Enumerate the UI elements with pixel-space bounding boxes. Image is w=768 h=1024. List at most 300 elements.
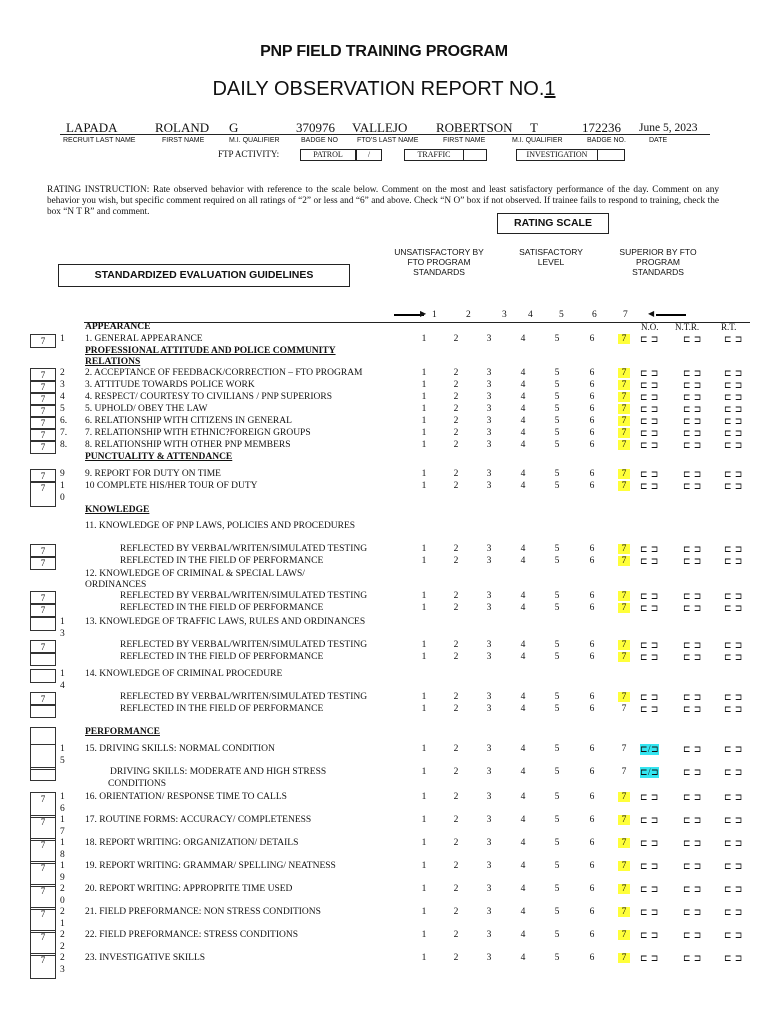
rating-option-7[interactable]: 7 [618, 556, 630, 566]
ftp-patrol-check[interactable]: / [356, 149, 382, 161]
rating-option-3[interactable]: 3 [486, 380, 492, 390]
rating-option-7[interactable]: 7 [618, 440, 630, 450]
rating-option-2[interactable]: 2 [453, 907, 459, 917]
rating-option-2[interactable]: 2 [453, 930, 459, 940]
rating-option-7[interactable]: 7 [618, 792, 630, 802]
rating-option-6[interactable]: 6 [589, 334, 595, 344]
rating-option-5[interactable]: 5 [554, 704, 560, 714]
ntr-checkbox[interactable]: ⊏ ⊐ [683, 930, 702, 940]
rt-checkbox[interactable]: ⊏ ⊐ [724, 792, 743, 802]
rt-checkbox[interactable]: ⊏ ⊐ [724, 652, 743, 662]
rt-checkbox[interactable]: ⊏ ⊐ [724, 907, 743, 917]
score-box[interactable]: 7 [30, 838, 56, 864]
score-box[interactable]: 7 [30, 380, 56, 394]
rt-checkbox[interactable]: ⊏ ⊐ [724, 744, 743, 754]
score-box[interactable]: 7 [30, 428, 56, 442]
score-box[interactable]: 7 [30, 404, 56, 418]
rating-option-2[interactable]: 2 [453, 481, 459, 491]
rating-option-4[interactable]: 4 [520, 544, 526, 554]
no-checkbox[interactable]: ⊏ ⊐ [640, 481, 659, 491]
rating-option-3[interactable]: 3 [486, 603, 492, 613]
rating-option-3[interactable]: 3 [486, 440, 492, 450]
rating-option-5[interactable]: 5 [554, 907, 560, 917]
fto-mi[interactable]: T [530, 120, 538, 135]
rating-option-5[interactable]: 5 [554, 815, 560, 825]
rating-option-3[interactable]: 3 [486, 838, 492, 848]
score-box[interactable] [30, 652, 56, 666]
fto-last-name[interactable]: VALLEJO [352, 120, 408, 135]
rating-option-2[interactable]: 2 [453, 440, 459, 450]
rating-option-7[interactable]: 7 [618, 404, 630, 414]
rating-option-1[interactable]: 1 [421, 884, 427, 894]
rating-option-1[interactable]: 1 [421, 544, 427, 554]
rating-option-2[interactable]: 2 [453, 815, 459, 825]
rating-option-4[interactable]: 4 [520, 404, 526, 414]
rating-option-4[interactable]: 4 [520, 792, 526, 802]
rating-option-6[interactable]: 6 [589, 930, 595, 940]
rating-option-1[interactable]: 1 [421, 930, 427, 940]
score-box[interactable]: 7 [30, 591, 56, 605]
rating-option-2[interactable]: 2 [453, 416, 459, 426]
rt-checkbox[interactable]: ⊏ ⊐ [724, 380, 743, 390]
rating-option-1[interactable]: 1 [421, 591, 427, 601]
rt-checkbox[interactable]: ⊏ ⊐ [724, 392, 743, 402]
ntr-checkbox[interactable]: ⊏ ⊐ [683, 838, 702, 848]
ntr-checkbox[interactable]: ⊏ ⊐ [683, 953, 702, 963]
rating-option-4[interactable]: 4 [520, 428, 526, 438]
rating-option-2[interactable]: 2 [453, 544, 459, 554]
rating-option-4[interactable]: 4 [520, 838, 526, 848]
rating-option-7[interactable]: 7 [618, 544, 630, 554]
rating-option-4[interactable]: 4 [520, 953, 526, 963]
no-checkbox[interactable]: ⊏ ⊐ [640, 334, 659, 344]
rating-option-7[interactable]: 7 [618, 469, 630, 479]
no-checkbox[interactable]: ⊏ ⊐ [640, 815, 659, 825]
rating-option-1[interactable]: 1 [421, 640, 427, 650]
no-checkbox[interactable]: ⊏ ⊐ [640, 930, 659, 940]
rating-option-4[interactable]: 4 [520, 907, 526, 917]
score-box[interactable]: 7 [30, 861, 56, 887]
rating-option-3[interactable]: 3 [486, 930, 492, 940]
recruit-last-name[interactable]: LAPADA [66, 120, 118, 135]
rating-option-6[interactable]: 6 [589, 861, 595, 871]
rating-option-3[interactable]: 3 [486, 652, 492, 662]
score-box[interactable]: 7 [30, 368, 56, 382]
no-checkbox[interactable]: ⊏ ⊐ [640, 591, 659, 601]
rating-option-4[interactable]: 4 [520, 640, 526, 650]
rating-option-6[interactable]: 6 [589, 481, 595, 491]
rating-option-3[interactable]: 3 [486, 744, 492, 754]
no-checkbox[interactable]: ⊏ ⊐ [640, 603, 659, 613]
score-box[interactable]: 7 [30, 692, 56, 706]
ntr-checkbox[interactable]: ⊏ ⊐ [683, 603, 702, 613]
rating-option-2[interactable]: 2 [453, 953, 459, 963]
rating-option-7[interactable]: 7 [621, 704, 627, 714]
rating-option-1[interactable]: 1 [421, 481, 427, 491]
rating-option-5[interactable]: 5 [554, 884, 560, 894]
rating-option-4[interactable]: 4 [520, 556, 526, 566]
knowledge-13-box[interactable] [30, 617, 56, 631]
rating-option-5[interactable]: 5 [554, 544, 560, 554]
rating-option-2[interactable]: 2 [453, 334, 459, 344]
ntr-checkbox[interactable]: ⊏ ⊐ [683, 481, 702, 491]
no-checkbox[interactable]: ⊏ ⊐ [640, 544, 659, 554]
score-box[interactable]: 7 [30, 603, 56, 617]
rating-option-5[interactable]: 5 [554, 744, 560, 754]
rt-checkbox[interactable]: ⊏ ⊐ [724, 767, 743, 777]
ntr-checkbox[interactable]: ⊏ ⊐ [683, 392, 702, 402]
rating-option-3[interactable]: 3 [486, 481, 492, 491]
rt-checkbox[interactable]: ⊏ ⊐ [724, 416, 743, 426]
score-box[interactable]: 7 [30, 640, 56, 654]
rt-checkbox[interactable]: ⊏ ⊐ [724, 481, 743, 491]
rating-option-5[interactable]: 5 [554, 380, 560, 390]
rating-option-6[interactable]: 6 [589, 767, 595, 777]
rating-option-2[interactable]: 2 [453, 380, 459, 390]
ntr-checkbox[interactable]: ⊏ ⊐ [683, 640, 702, 650]
rating-option-7[interactable]: 7 [618, 815, 630, 825]
ntr-checkbox[interactable]: ⊏ ⊐ [683, 861, 702, 871]
rating-option-2[interactable]: 2 [453, 368, 459, 378]
score-box[interactable]: 7 [30, 907, 56, 933]
rating-option-6[interactable]: 6 [589, 428, 595, 438]
no-checkbox[interactable]: ⊏/⊐ [640, 744, 660, 754]
rating-option-7[interactable]: 7 [621, 744, 627, 754]
no-checkbox[interactable]: ⊏ ⊐ [640, 953, 659, 963]
rt-checkbox[interactable]: ⊏ ⊐ [724, 640, 743, 650]
ntr-checkbox[interactable]: ⊏ ⊐ [683, 792, 702, 802]
no-checkbox[interactable]: ⊏ ⊐ [640, 704, 659, 714]
no-checkbox[interactable]: ⊏ ⊐ [640, 556, 659, 566]
rt-checkbox[interactable]: ⊏ ⊐ [724, 591, 743, 601]
rating-option-6[interactable]: 6 [589, 440, 595, 450]
recruit-first-name[interactable]: ROLAND [155, 120, 210, 135]
rating-option-7[interactable]: 7 [618, 416, 630, 426]
rating-option-3[interactable]: 3 [486, 416, 492, 426]
score-box[interactable] [30, 704, 56, 718]
rt-checkbox[interactable]: ⊏ ⊐ [724, 953, 743, 963]
rating-option-5[interactable]: 5 [554, 767, 560, 777]
rating-option-6[interactable]: 6 [589, 368, 595, 378]
rating-option-7[interactable]: 7 [618, 334, 630, 344]
no-checkbox[interactable]: ⊏ ⊐ [640, 440, 659, 450]
rating-option-6[interactable]: 6 [589, 652, 595, 662]
rating-option-4[interactable]: 4 [520, 704, 526, 714]
rating-option-4[interactable]: 4 [520, 416, 526, 426]
rating-option-5[interactable]: 5 [554, 368, 560, 378]
rating-option-7[interactable]: 7 [618, 481, 630, 491]
rating-option-1[interactable]: 1 [421, 469, 427, 479]
no-checkbox[interactable]: ⊏ ⊐ [640, 838, 659, 848]
rating-option-7[interactable]: 7 [618, 591, 630, 601]
rating-option-6[interactable]: 6 [589, 591, 595, 601]
no-checkbox[interactable]: ⊏ ⊐ [640, 907, 659, 917]
rating-option-6[interactable]: 6 [589, 416, 595, 426]
rating-option-6[interactable]: 6 [589, 744, 595, 754]
rating-option-1[interactable]: 1 [421, 428, 427, 438]
rating-option-2[interactable]: 2 [453, 640, 459, 650]
rating-option-5[interactable]: 5 [554, 469, 560, 479]
rt-checkbox[interactable]: ⊏ ⊐ [724, 930, 743, 940]
rating-option-7[interactable]: 7 [618, 861, 630, 871]
rating-option-6[interactable]: 6 [589, 603, 595, 613]
rating-option-4[interactable]: 4 [520, 440, 526, 450]
rating-option-5[interactable]: 5 [554, 930, 560, 940]
rating-option-6[interactable]: 6 [589, 392, 595, 402]
rating-option-7[interactable]: 7 [618, 428, 630, 438]
rating-option-4[interactable]: 4 [520, 884, 526, 894]
ntr-checkbox[interactable]: ⊏ ⊐ [683, 380, 702, 390]
rt-checkbox[interactable]: ⊏ ⊐ [724, 603, 743, 613]
rating-option-2[interactable]: 2 [453, 591, 459, 601]
ftp-investigation-box[interactable]: INVESTIGATION [516, 149, 598, 161]
rating-option-4[interactable]: 4 [520, 380, 526, 390]
rating-option-5[interactable]: 5 [554, 404, 560, 414]
rating-option-1[interactable]: 1 [421, 953, 427, 963]
rating-option-6[interactable]: 6 [589, 380, 595, 390]
rating-option-6[interactable]: 6 [589, 953, 595, 963]
rating-option-5[interactable]: 5 [554, 640, 560, 650]
rating-option-3[interactable]: 3 [486, 428, 492, 438]
ntr-checkbox[interactable]: ⊏ ⊐ [683, 744, 702, 754]
no-checkbox[interactable]: ⊏ ⊐ [640, 392, 659, 402]
rating-option-4[interactable]: 4 [520, 334, 526, 344]
rating-option-7[interactable]: 7 [618, 692, 630, 702]
no-checkbox[interactable]: ⊏ ⊐ [640, 884, 659, 894]
no-checkbox[interactable]: ⊏ ⊐ [640, 792, 659, 802]
rating-option-1[interactable]: 1 [421, 767, 427, 777]
score-box[interactable]: 7 [30, 334, 56, 348]
ntr-checkbox[interactable]: ⊏ ⊐ [683, 416, 702, 426]
rating-option-2[interactable]: 2 [453, 603, 459, 613]
rating-option-6[interactable]: 6 [589, 692, 595, 702]
rating-option-3[interactable]: 3 [486, 692, 492, 702]
rating-option-1[interactable]: 1 [421, 603, 427, 613]
rt-checkbox[interactable]: ⊏ ⊐ [724, 428, 743, 438]
rt-checkbox[interactable]: ⊏ ⊐ [724, 861, 743, 871]
no-checkbox[interactable]: ⊏ ⊐ [640, 404, 659, 414]
score-box[interactable]: 7 [30, 953, 56, 979]
rating-option-1[interactable]: 1 [421, 907, 427, 917]
rating-option-3[interactable]: 3 [486, 704, 492, 714]
rating-option-7[interactable]: 7 [618, 603, 630, 613]
score-box[interactable]: 7 [30, 556, 56, 570]
no-checkbox[interactable]: ⊏ ⊐ [640, 469, 659, 479]
rating-option-6[interactable]: 6 [589, 815, 595, 825]
no-checkbox[interactable]: ⊏ ⊐ [640, 416, 659, 426]
ntr-checkbox[interactable]: ⊏ ⊐ [683, 428, 702, 438]
rt-checkbox[interactable]: ⊏ ⊐ [724, 556, 743, 566]
rating-option-4[interactable]: 4 [520, 591, 526, 601]
rating-option-6[interactable]: 6 [589, 884, 595, 894]
rating-option-3[interactable]: 3 [486, 861, 492, 871]
rating-option-6[interactable]: 6 [589, 704, 595, 714]
score-box[interactable]: 7 [30, 930, 56, 956]
rating-option-1[interactable]: 1 [421, 838, 427, 848]
rating-option-2[interactable]: 2 [453, 556, 459, 566]
rt-checkbox[interactable]: ⊏ ⊐ [724, 838, 743, 848]
rating-option-3[interactable]: 3 [486, 334, 492, 344]
rt-checkbox[interactable]: ⊏ ⊐ [724, 404, 743, 414]
no-checkbox[interactable]: ⊏ ⊐ [640, 428, 659, 438]
ntr-checkbox[interactable]: ⊏ ⊐ [683, 368, 702, 378]
fto-badge-no[interactable]: 172236 [582, 120, 621, 135]
rt-checkbox[interactable]: ⊏ ⊐ [724, 704, 743, 714]
rt-checkbox[interactable]: ⊏ ⊐ [724, 815, 743, 825]
rt-checkbox[interactable]: ⊏ ⊐ [724, 440, 743, 450]
rating-option-7[interactable]: 7 [618, 368, 630, 378]
knowledge-14-box[interactable] [30, 669, 56, 683]
rating-option-4[interactable]: 4 [520, 652, 526, 662]
rt-checkbox[interactable]: ⊏ ⊐ [724, 544, 743, 554]
score-box[interactable]: 7 [30, 481, 56, 507]
rating-option-2[interactable]: 2 [453, 767, 459, 777]
rating-option-6[interactable]: 6 [589, 404, 595, 414]
rating-option-2[interactable]: 2 [453, 692, 459, 702]
rt-checkbox[interactable]: ⊏ ⊐ [724, 334, 743, 344]
rating-option-1[interactable]: 1 [421, 380, 427, 390]
rating-option-1[interactable]: 1 [421, 392, 427, 402]
no-checkbox[interactable]: ⊏ ⊐ [640, 692, 659, 702]
rating-option-3[interactable]: 3 [486, 640, 492, 650]
ntr-checkbox[interactable]: ⊏ ⊐ [683, 815, 702, 825]
no-checkbox[interactable]: ⊏ ⊐ [640, 380, 659, 390]
rating-option-1[interactable]: 1 [421, 792, 427, 802]
rating-option-1[interactable]: 1 [421, 440, 427, 450]
rating-option-5[interactable]: 5 [554, 556, 560, 566]
ntr-checkbox[interactable]: ⊏ ⊐ [683, 469, 702, 479]
rating-option-5[interactable]: 5 [554, 591, 560, 601]
rating-option-5[interactable]: 5 [554, 416, 560, 426]
rating-option-2[interactable]: 2 [453, 884, 459, 894]
ftp-investigation-check[interactable] [597, 149, 625, 161]
rating-option-7[interactable]: 7 [621, 767, 627, 777]
rating-option-5[interactable]: 5 [554, 953, 560, 963]
score-box[interactable]: 7 [30, 440, 56, 454]
fto-first-name[interactable]: ROBERTSON [436, 120, 513, 135]
report-date[interactable]: June 5, 2023 [639, 122, 698, 134]
rating-option-1[interactable]: 1 [421, 334, 427, 344]
rating-option-5[interactable]: 5 [554, 838, 560, 848]
score-box[interactable]: 7 [30, 884, 56, 910]
rating-option-7[interactable]: 7 [618, 953, 630, 963]
rating-option-2[interactable]: 2 [453, 469, 459, 479]
rating-option-4[interactable]: 4 [520, 692, 526, 702]
ntr-checkbox[interactable]: ⊏ ⊐ [683, 767, 702, 777]
rating-option-3[interactable]: 3 [486, 368, 492, 378]
score-box[interactable]: 7 [30, 544, 56, 558]
rating-option-5[interactable]: 5 [554, 428, 560, 438]
no-checkbox[interactable]: ⊏ ⊐ [640, 652, 659, 662]
rating-option-4[interactable]: 4 [520, 767, 526, 777]
rt-checkbox[interactable]: ⊏ ⊐ [724, 469, 743, 479]
rating-option-7[interactable]: 7 [618, 640, 630, 650]
ntr-checkbox[interactable]: ⊏ ⊐ [683, 907, 702, 917]
ntr-checkbox[interactable]: ⊏ ⊐ [683, 404, 702, 414]
rating-option-1[interactable]: 1 [421, 704, 427, 714]
rating-option-7[interactable]: 7 [618, 652, 630, 662]
rating-option-2[interactable]: 2 [453, 404, 459, 414]
rating-option-4[interactable]: 4 [520, 469, 526, 479]
rating-option-6[interactable]: 6 [589, 640, 595, 650]
rating-option-3[interactable]: 3 [486, 556, 492, 566]
ntr-checkbox[interactable]: ⊏ ⊐ [683, 591, 702, 601]
ntr-checkbox[interactable]: ⊏ ⊐ [683, 704, 702, 714]
ntr-checkbox[interactable]: ⊏ ⊐ [683, 334, 702, 344]
rating-option-2[interactable]: 2 [453, 838, 459, 848]
recruit-badge-no[interactable]: 370976 [296, 120, 335, 135]
rating-option-1[interactable]: 1 [421, 861, 427, 871]
rating-option-6[interactable]: 6 [589, 556, 595, 566]
score-box[interactable]: 7 [30, 815, 56, 841]
rating-option-1[interactable]: 1 [421, 416, 427, 426]
rating-option-6[interactable]: 6 [589, 544, 595, 554]
rating-option-2[interactable]: 2 [453, 792, 459, 802]
rating-option-3[interactable]: 3 [486, 392, 492, 402]
rating-option-3[interactable]: 3 [486, 907, 492, 917]
rating-option-1[interactable]: 1 [421, 556, 427, 566]
rating-option-1[interactable]: 1 [421, 404, 427, 414]
rating-option-3[interactable]: 3 [486, 404, 492, 414]
score-box[interactable]: 7 [30, 469, 56, 483]
score-box[interactable]: 7 [30, 416, 56, 430]
rating-option-4[interactable]: 4 [520, 392, 526, 402]
rating-option-3[interactable]: 3 [486, 953, 492, 963]
rating-option-5[interactable]: 5 [554, 440, 560, 450]
rating-option-7[interactable]: 7 [618, 838, 630, 848]
rating-option-3[interactable]: 3 [486, 815, 492, 825]
ftp-patrol-box[interactable]: PATROL [300, 149, 356, 161]
rating-option-6[interactable]: 6 [589, 792, 595, 802]
ftp-traffic-box[interactable]: TRAFFIC [404, 149, 464, 161]
ntr-checkbox[interactable]: ⊏ ⊐ [683, 440, 702, 450]
rt-checkbox[interactable]: ⊏ ⊐ [724, 692, 743, 702]
rating-option-7[interactable]: 7 [618, 392, 630, 402]
rating-option-4[interactable]: 4 [520, 930, 526, 940]
rating-option-5[interactable]: 5 [554, 792, 560, 802]
rating-option-5[interactable]: 5 [554, 481, 560, 491]
rating-option-1[interactable]: 1 [421, 652, 427, 662]
rating-option-2[interactable]: 2 [453, 861, 459, 871]
rating-option-5[interactable]: 5 [554, 652, 560, 662]
score-box[interactable]: 7 [30, 392, 56, 406]
rating-option-6[interactable]: 6 [589, 469, 595, 479]
rating-option-7[interactable]: 7 [618, 907, 630, 917]
ntr-checkbox[interactable]: ⊏ ⊐ [683, 652, 702, 662]
rating-option-5[interactable]: 5 [554, 392, 560, 402]
rating-option-4[interactable]: 4 [520, 603, 526, 613]
rating-option-4[interactable]: 4 [520, 861, 526, 871]
rating-option-4[interactable]: 4 [520, 368, 526, 378]
ftp-traffic-check[interactable] [463, 149, 487, 161]
no-checkbox[interactable]: ⊏ ⊐ [640, 640, 659, 650]
rating-option-7[interactable]: 7 [618, 884, 630, 894]
rating-option-2[interactable]: 2 [453, 744, 459, 754]
rating-option-1[interactable]: 1 [421, 368, 427, 378]
ntr-checkbox[interactable]: ⊏ ⊐ [683, 884, 702, 894]
performance-box[interactable] [30, 727, 56, 745]
no-checkbox[interactable]: ⊏/⊐ [640, 767, 660, 777]
rating-option-5[interactable]: 5 [554, 603, 560, 613]
recruit-mi[interactable]: G [229, 120, 239, 135]
no-checkbox[interactable]: ⊏ ⊐ [640, 368, 659, 378]
rating-option-6[interactable]: 6 [589, 907, 595, 917]
ntr-checkbox[interactable]: ⊏ ⊐ [683, 692, 702, 702]
rating-option-1[interactable]: 1 [421, 744, 427, 754]
ntr-checkbox[interactable]: ⊏ ⊐ [683, 544, 702, 554]
rating-option-2[interactable]: 2 [453, 392, 459, 402]
rating-option-3[interactable]: 3 [486, 591, 492, 601]
